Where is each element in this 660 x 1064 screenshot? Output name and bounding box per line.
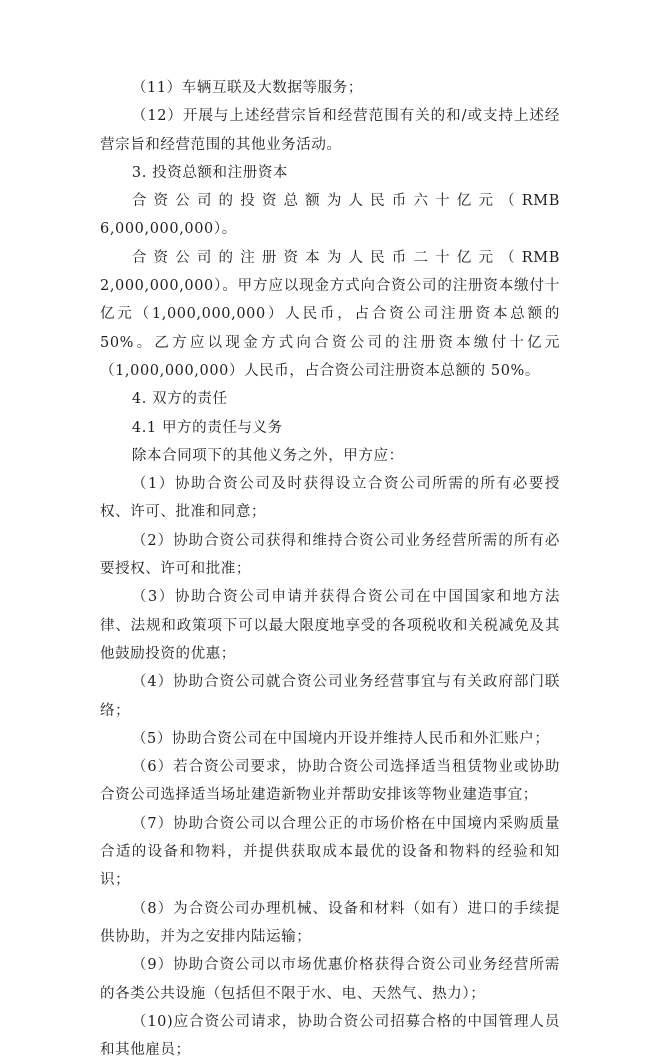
section-3-heading: 3. 投资总额和注册资本	[131, 164, 289, 181]
document-page	[100, 74, 560, 1064]
paragraph-item-12: （12）开展与上述经营宗旨和经营范围有关的和/或支持上述经营宗旨和经营范围的其他业务活动。	[100, 108, 560, 153]
paragraph-duty-2: （2）协助合资公司获得和维持合资公司业务经营所需的所有必要授权、许可和批准；	[100, 532, 560, 578]
paragraph-duty-7: （7）协助合资公司以合理公正的市场价格在中国境内采购质量合适的设备和物料，并提供获取成本最优的设备和物料的经验和知识；	[100, 815, 560, 889]
paragraph-registered-capital: 合资公司的注册资本为人民币二十亿元（RMB 2,000,000,000）。甲方应以现金方式向合资公司的注册资本缴付十亿元（1,000,000,000）人民币，占合资公司注册资本总额的 50%。乙方应以现金方式向合资公司的注册资本缴付十亿元（1,000,000,000）人民币，占合资公司注册资本总额的 50%。	[100, 249, 560, 379]
section-4-1-heading: 4.1 甲方的责任与义务	[131, 419, 283, 436]
paragraph-duty-10: （10)应合资公司请求，协助合资公司招募合格的中国管理人员和其他雇员；	[100, 1013, 560, 1059]
paragraph-duty-1: （1）协助合资公司及时获得设立合资公司所需的所有必要授权、许可、批准和同意；	[100, 476, 560, 521]
paragraph-duty-4: （4）协助合资公司就合资公司业务经营事宜与有关政府部门联络；	[100, 674, 560, 719]
section-4-heading: 4. 双方的责任	[131, 391, 228, 408]
paragraph-duty-8: （8）为合资公司办理机械、设备和材料（如有）进口的手续提供协助，并为之安排内陆运输；	[100, 900, 560, 945]
paragraph-duty-9: （9）协助合资公司以市场优惠价格获得合资公司业务经营所需的各类公共设施（包括但不限于水、电、天然气、热力）；	[100, 957, 560, 1002]
paragraph-duty-6: （6）若合资公司要求，协助合资公司选择适当租赁物业或协助合资公司选择适当场址建造新物业并帮助安排该等物业建造事宜；	[100, 759, 560, 804]
paragraph-total-investment: 合资公司的投资总额为人民币六十亿元（RMB 6,000,000,000）。	[100, 193, 560, 238]
paragraph-duty-3: （3）协助合资公司申请并获得合资公司在中国国家和地方法律、法规和政策项下可以最大限度地享受的各项税收和关税减免及其他鼓励投资的优惠；	[100, 589, 560, 662]
paragraph-item-11: （11）车辆互联及大数据等服务；	[131, 80, 363, 96]
paragraph-duty-5: （5）协助合资公司在中国境内开设并维持人民币和外汇账户；	[131, 730, 550, 747]
paragraph-party-a-intro: 除本合同项下的其他义务之外，甲方应：	[131, 447, 404, 464]
